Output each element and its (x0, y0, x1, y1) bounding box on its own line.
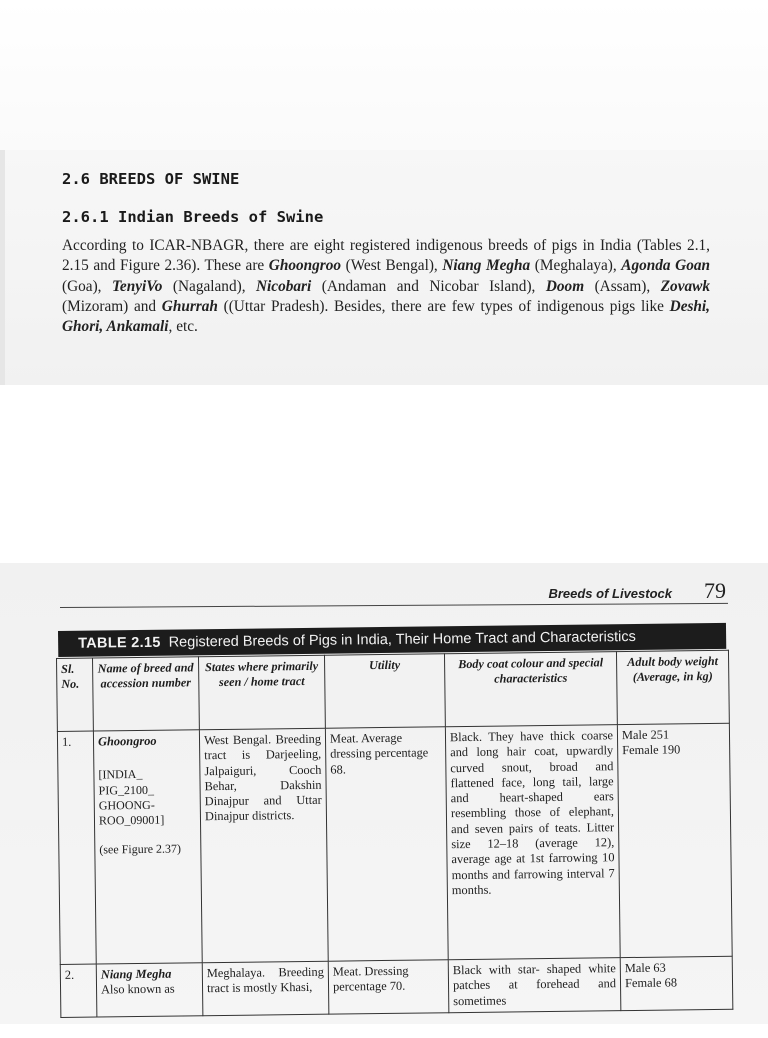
cell-weight (620, 956, 733, 1010)
accession-number: Also known as (100, 981, 175, 997)
cell-weight (617, 723, 732, 957)
table-label: TABLE 2.15 (78, 634, 161, 652)
weight-male: Male 63 (624, 960, 666, 976)
subsection-title: 2.6.1 Indian Breeds of Swine (62, 208, 324, 226)
table-header-row (57, 650, 730, 731)
cell-body: Black with star- shaped white patches at forehead and sometimes (448, 958, 621, 1013)
para-text: (Mizoram) and (62, 297, 162, 315)
breed-name: Niang Megha (442, 257, 531, 275)
weight-female: Female 190 (622, 742, 681, 758)
table-caption: Registered Breeds of Pigs in India, Their Home Tract and Characteristics (168, 628, 636, 651)
breed-name: Nicobari (256, 277, 312, 295)
breed-name: TenyiVo (111, 277, 163, 295)
para-text: (West Bengal), (341, 257, 443, 275)
para-text: ((Uttar Pradesh). Besides, there are few types of indigenous pigs like (217, 297, 670, 315)
image-gap (0, 385, 768, 563)
cell-body: Black. They have thick coarse and long hair coat, upwardly curved snout, broad and flattened face, long tail, large and heart-shaped ears resembling those of elephant, and seven pairs of teats. Litter size 12–18 (average 12), average age at 1st farrowing 10 months and farrowing interval 7 months. (445, 725, 620, 960)
cell-utility: Meat. Dressing percentage 70. (328, 960, 449, 1014)
para-text: (Meghalaya), (530, 257, 622, 275)
cell-sl: 2. (60, 964, 97, 1017)
accession-number: [INDIA_ PIG_2100_ GHOONG- ROO_09001] (98, 767, 165, 828)
breed-name: Doom (545, 277, 585, 295)
cell-states: West Bengal. Breeding tract is Darjeeling, Jalpaiguri, Cooch Behar, Dakshin Dinajpur and Uttar Dinajpur districts. (199, 728, 328, 963)
section-title: 2.6 BREEDS OF SWINE (62, 170, 240, 188)
breed-name: Niang Megha (100, 966, 172, 982)
weight-male: Male 251 (621, 727, 670, 743)
breed-name: Agonda Goan (621, 257, 710, 275)
para-text: According to ICAR-NBAGR, there are eight registered indigenous breeds of pigs in India (Tables 2.1, 2.15 and Figure 2.36). These are (62, 237, 710, 275)
para-text: (Assam), (584, 277, 661, 295)
page-number: 79 (704, 578, 726, 603)
header-weight: Adult body weight (Average, in kg) (616, 650, 729, 724)
table-row (60, 956, 733, 1017)
table-row (57, 723, 732, 964)
para-text: (Nagaland), (162, 277, 256, 295)
figure-ref: (see Figure 2.37) (99, 841, 182, 857)
breeds-table (56, 650, 733, 1018)
header-body: Body coat colour and special characteristics (444, 652, 617, 727)
weight-female: Female 68 (624, 975, 678, 991)
table-wrapper (56, 650, 733, 1038)
breed-name: Ghurrah (161, 297, 218, 315)
cell-breed (96, 963, 203, 1017)
cell-utility: Meat. Average dressing percentage 68. (325, 727, 448, 961)
header-states: States where primarily seen / home tract (198, 655, 325, 730)
breed-name: Ghoongroo (268, 257, 342, 275)
header-sl: Sl. No. (57, 658, 94, 731)
cell-sl: 1. (57, 731, 96, 964)
running-head: Breeds of Livestock (548, 586, 672, 601)
breed-name: Zovawk (660, 277, 710, 295)
header-name: Name of breed and accession number (93, 657, 200, 731)
breed-name: Ghoongroo (97, 733, 157, 749)
cell-breed (93, 730, 202, 964)
intro-paragraph (62, 236, 710, 337)
header-utility: Utility (324, 654, 445, 728)
cell-states: Meghalaya. Breeding tract is mostly Khasi, (202, 961, 329, 1015)
para-text: (Andaman and Nicobar Island), (311, 277, 546, 295)
para-text: , etc. (168, 318, 198, 336)
para-text: (Goa), (62, 277, 112, 295)
breed-name: Deshi, Ghori, Ankamali (62, 297, 711, 336)
